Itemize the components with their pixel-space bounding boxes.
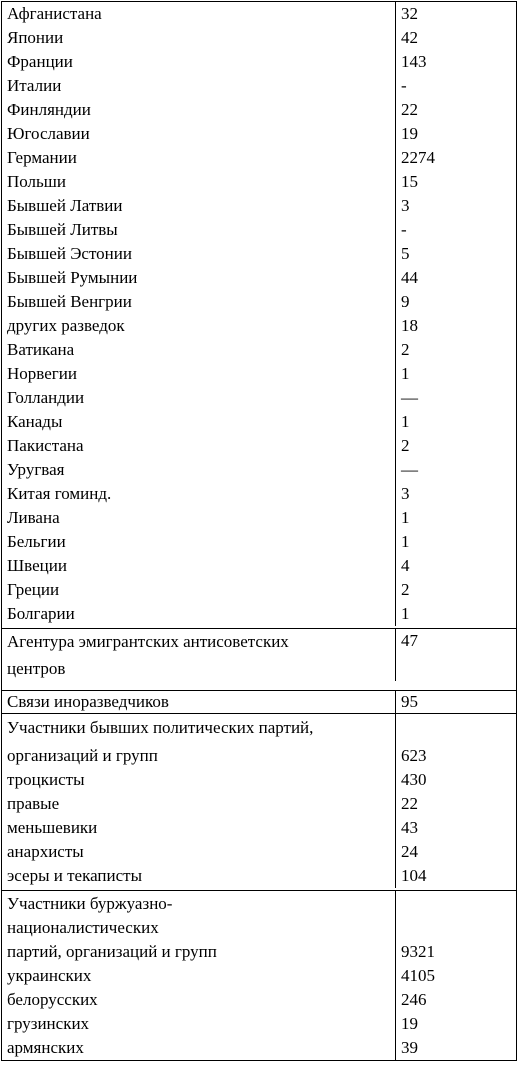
country-value: 9 — [401, 292, 410, 311]
spacer — [401, 891, 516, 916]
contacts-value: 95 — [401, 692, 418, 711]
country-name: Уругвая — [7, 460, 65, 479]
parties-label-cont: организаций и групп — [7, 746, 158, 765]
party-value: 24 — [401, 842, 418, 861]
country-name: Афганистана — [7, 4, 102, 23]
country-name: Греции — [7, 580, 60, 599]
country-name: Франции — [7, 52, 73, 71]
country-value: 3 — [401, 196, 410, 215]
country-name: Италии — [7, 76, 62, 95]
nationalist-label-cont: партий, организаций и групп — [7, 942, 217, 961]
nationalist-value: 19 — [401, 1014, 418, 1033]
party-value: 43 — [401, 818, 418, 837]
contacts-block — [2, 690, 516, 713]
emigrant-block — [2, 628, 516, 690]
countries-values-column — [396, 2, 516, 626]
spacer — [401, 916, 516, 940]
nationalist-label-cont: националистических — [7, 918, 159, 937]
country-name: Германии — [7, 148, 77, 167]
nationalist-label-cell — [2, 891, 396, 1060]
contacts-value-cell — [396, 691, 516, 713]
country-name: Швеции — [7, 556, 67, 575]
nationalist-value-cell — [396, 891, 516, 1060]
nationalist-name: белорусских — [7, 990, 98, 1009]
country-name: Пакистана — [7, 436, 84, 455]
country-value: 143 — [401, 52, 427, 71]
country-value: 1 — [401, 412, 410, 431]
country-name: Бывшей Румынии — [7, 268, 138, 287]
country-name: Бывшей Литвы — [7, 220, 118, 239]
parties-total: 623 — [401, 746, 427, 765]
country-value: 4 — [401, 556, 410, 575]
emigrant-value-cell — [396, 629, 516, 681]
party-name: троцкисты — [7, 770, 85, 789]
country-value: 19 — [401, 124, 418, 143]
country-value: 44 — [401, 268, 418, 287]
country-value: 15 — [401, 172, 418, 191]
country-name: Норвегии — [7, 364, 77, 383]
parties-value-cell — [396, 714, 516, 888]
country-name: Китая гоминд. — [7, 484, 112, 503]
nationalist-total: 9321 — [401, 942, 435, 961]
parties-block — [2, 713, 516, 890]
country-name: Бывшей Эстонии — [7, 244, 132, 263]
country-value: 32 — [401, 4, 418, 23]
country-name: Бельгии — [7, 532, 66, 551]
country-value: - — [401, 76, 407, 95]
country-name: Канады — [7, 412, 63, 431]
emigrant-value: 47 — [401, 631, 418, 650]
country-value: 3 — [401, 484, 410, 503]
country-value: 5 — [401, 244, 410, 263]
nationalist-value: 246 — [401, 990, 427, 1009]
country-value: — — [401, 388, 418, 407]
nationalist-value: 4105 — [401, 966, 435, 985]
nationalist-name: грузинских — [7, 1014, 90, 1033]
country-name: других разведок — [7, 316, 125, 335]
nationalist-block — [2, 890, 516, 1060]
nationalist-label: Участники буржуазно- — [7, 894, 173, 913]
contacts-label: Связи иноразведчиков — [7, 692, 169, 711]
party-name: меньшевики — [7, 818, 98, 837]
party-name: эсеры и текаписты — [7, 866, 143, 885]
party-value: 104 — [401, 866, 427, 885]
party-value: 430 — [401, 770, 427, 789]
country-value: 2 — [401, 340, 410, 359]
country-value: — — [401, 460, 418, 479]
country-value: - — [401, 220, 407, 239]
emigrant-label-cont: центров — [7, 659, 66, 678]
party-value: 22 — [401, 794, 418, 813]
country-name: Японии — [7, 28, 64, 47]
nationalist-name: армянских — [7, 1038, 84, 1057]
country-value: 1 — [401, 604, 410, 623]
country-value: 42 — [401, 28, 418, 47]
parties-label: Участники бывших политических партий, — [7, 718, 314, 737]
country-value: 1 — [401, 508, 410, 527]
parties-label-cell — [2, 714, 396, 888]
country-value: 18 — [401, 316, 418, 335]
country-value: 1 — [401, 532, 410, 551]
country-name: Ватикана — [7, 340, 75, 359]
country-value: 22 — [401, 100, 418, 119]
contacts-label-cell — [2, 691, 396, 713]
nationalist-name: украинских — [7, 966, 92, 985]
spacer — [401, 714, 516, 744]
country-name: Бывшей Латвии — [7, 196, 123, 215]
country-name: Финляндии — [7, 100, 91, 119]
statistics-table — [1, 1, 517, 1061]
country-value: 2 — [401, 580, 410, 599]
party-name: анархисты — [7, 842, 84, 861]
country-name: Голландии — [7, 388, 85, 407]
emigrant-label: Агентура эмигрантских антисоветских — [7, 632, 289, 651]
countries-names-column — [2, 2, 396, 626]
country-value: 2274 — [401, 148, 435, 167]
country-name: Болгарии — [7, 604, 75, 623]
country-value: 2 — [401, 436, 410, 455]
emigrant-label-cell — [2, 629, 396, 681]
country-name: Бывшей Венгрии — [7, 292, 132, 311]
countries-block — [2, 2, 516, 628]
nationalist-value: 39 — [401, 1038, 418, 1057]
country-name: Ливана — [7, 508, 60, 527]
country-name: Югославии — [7, 124, 90, 143]
country-value: 1 — [401, 364, 410, 383]
country-name: Польши — [7, 172, 66, 191]
party-name: правые — [7, 794, 60, 813]
